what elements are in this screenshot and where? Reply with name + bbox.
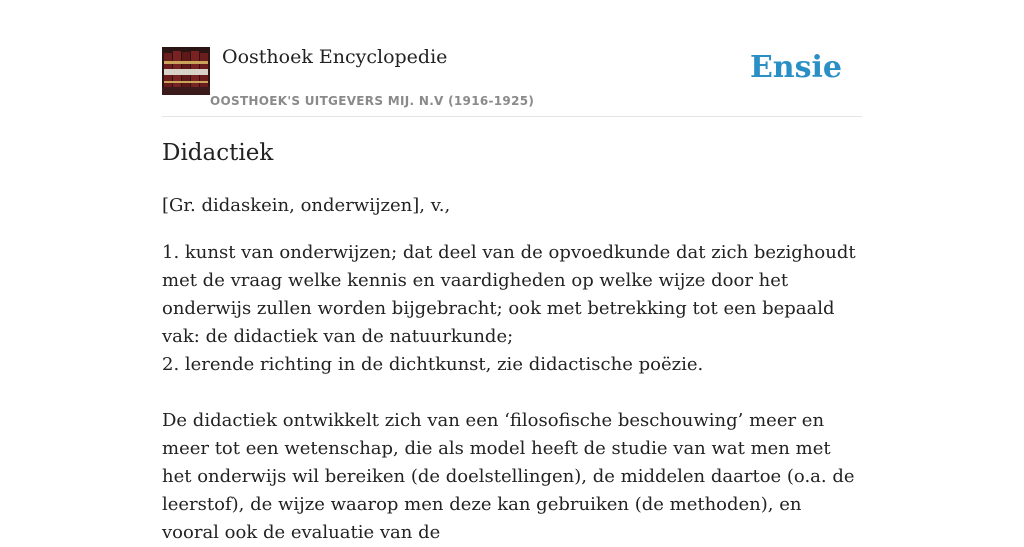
body-paragraph: De didactiek ontwikkelt zich van een ‘filosofische beschouwing’ meer en meer tot een wetenschap, die als model heeft de studie van wat men met het onderwijs wil bereiken (de doelstellingen), de middelen daartoe (o.a. de leerstof), de wijze waarop men deze kan gebruiken (de methoden), en vooral ook de evaluatie van de bbox=[162, 410, 855, 543]
definitions bbox=[162, 239, 862, 547]
paragraph-gap bbox=[162, 379, 862, 407]
definition-1: 1. kunst van onderwijzen; dat deel van de opvoedkunde dat zich bezighoudt met de vraag welke kennis en vaardigheden op welke wijze door het onderwijs zullen worden bijgebracht; ook met betrekking tot een bepaald vak: de didactiek van de natuurkunde; bbox=[162, 242, 856, 347]
book-spines-icon[interactable] bbox=[162, 47, 210, 95]
article-title: Didactiek bbox=[162, 140, 274, 166]
site-header bbox=[162, 0, 862, 117]
logo-graphic bbox=[162, 47, 210, 95]
etymology-text: [Gr. didaskein, onderwijzen], v., bbox=[162, 195, 451, 216]
definition-2: 2. lerende richting in de dichtkunst, zie didactische poëzie. bbox=[162, 354, 704, 375]
ensie-logo-link[interactable]: Ensie bbox=[749, 50, 842, 85]
publisher-label: OOSTHOEK'S UITGEVERS MIJ. N.V (1916-1925) bbox=[210, 94, 535, 108]
page bbox=[162, 0, 862, 543]
article-content bbox=[162, 192, 862, 547]
site-title[interactable]: Oosthoek Encyclopedie bbox=[222, 46, 448, 68]
